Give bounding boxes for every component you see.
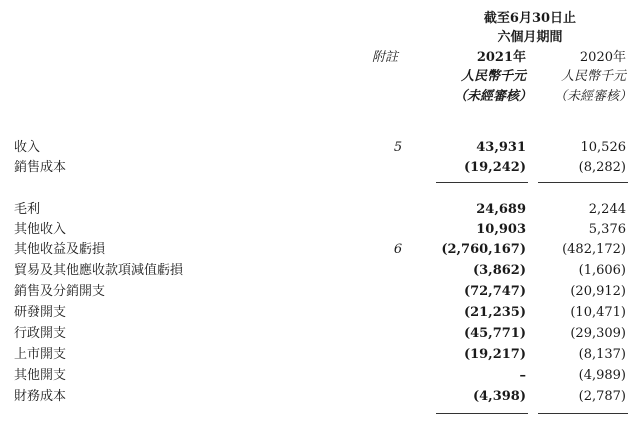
year-2021-heading: 2021年 — [476, 50, 526, 65]
year-2020-heading: 2020年 — [579, 50, 626, 65]
row-value-2021: (45,771) — [463, 326, 526, 341]
row-value-2021: 24,689 — [476, 202, 526, 217]
row-value-2020: (8,282) — [578, 160, 626, 175]
subtotal-rule-2021-bottom — [436, 413, 528, 414]
row-value-2021: (3,862) — [472, 263, 526, 278]
row-value-2020: (1,606) — [578, 263, 626, 278]
table-row — [0, 387, 640, 407]
row-label: 銷售成本 — [14, 160, 67, 175]
table-row — [0, 345, 640, 365]
row-label: 貿易及其他應收款項減值虧損 — [14, 263, 184, 278]
audit-2020-heading: （未經審核） — [553, 89, 632, 104]
row-value-2021: – — [519, 368, 526, 383]
row-label: 收入 — [14, 140, 41, 155]
row-value-2020: (20,912) — [570, 284, 626, 299]
row-value-2020: (29,309) — [570, 326, 626, 341]
audit-2021-heading: （未經審核） — [453, 89, 532, 104]
row-label: 研發開支 — [14, 305, 67, 320]
row-note: 6 — [393, 242, 403, 257]
note-column-heading: 附註 — [372, 50, 399, 65]
table-row — [0, 282, 640, 302]
row-label: 其他收入 — [14, 222, 67, 237]
row-value-2021: (19,217) — [463, 347, 526, 362]
table-row — [0, 138, 640, 158]
table-row — [0, 366, 640, 386]
row-value-2020: 5,376 — [588, 222, 626, 237]
table-row — [0, 324, 640, 344]
row-value-2021: 10,903 — [476, 222, 526, 237]
row-value-2020: (8,137) — [578, 347, 626, 362]
unit-2021-heading: 人民幣千元 — [460, 69, 526, 84]
table-row — [0, 240, 640, 260]
subtotal-rule-2021 — [436, 182, 528, 183]
table-row — [0, 158, 640, 178]
row-label: 其他收益及虧損 — [14, 242, 106, 257]
row-label: 銷售及分銷開支 — [14, 284, 106, 299]
row-value-2021: (72,747) — [463, 284, 526, 299]
table-row — [0, 200, 640, 220]
row-value-2020: (2,787) — [578, 389, 626, 404]
row-label: 行政開支 — [14, 326, 67, 341]
table-row — [0, 261, 640, 281]
row-label: 毛利 — [14, 202, 41, 217]
row-value-2021: 43,931 — [476, 140, 526, 155]
row-value-2020: (482,172) — [562, 242, 626, 257]
subtotal-rule-2020 — [538, 182, 628, 183]
row-value-2021: (19,242) — [463, 160, 526, 175]
table-row — [0, 303, 640, 323]
row-label: 上市開支 — [14, 347, 67, 362]
row-value-2020: 10,526 — [580, 140, 626, 155]
table-row — [0, 220, 640, 240]
period-heading-line1: 截至6月30日止 — [483, 11, 577, 26]
row-value-2021: (21,235) — [463, 305, 526, 320]
row-label: 財務成本 — [14, 389, 67, 404]
row-value-2020: 2,244 — [588, 202, 626, 217]
row-value-2020: (10,471) — [570, 305, 626, 320]
row-note: 5 — [393, 140, 403, 155]
subtotal-rule-2020-bottom — [538, 413, 628, 414]
unit-2020-heading: 人民幣千元 — [560, 69, 626, 84]
row-value-2021: (4,398) — [472, 389, 526, 404]
row-value-2021: (2,760,167) — [441, 242, 526, 257]
row-label: 其他開支 — [14, 368, 67, 383]
period-heading-line2: 六個月期間 — [497, 30, 563, 45]
row-value-2020: (4,989) — [578, 368, 626, 383]
